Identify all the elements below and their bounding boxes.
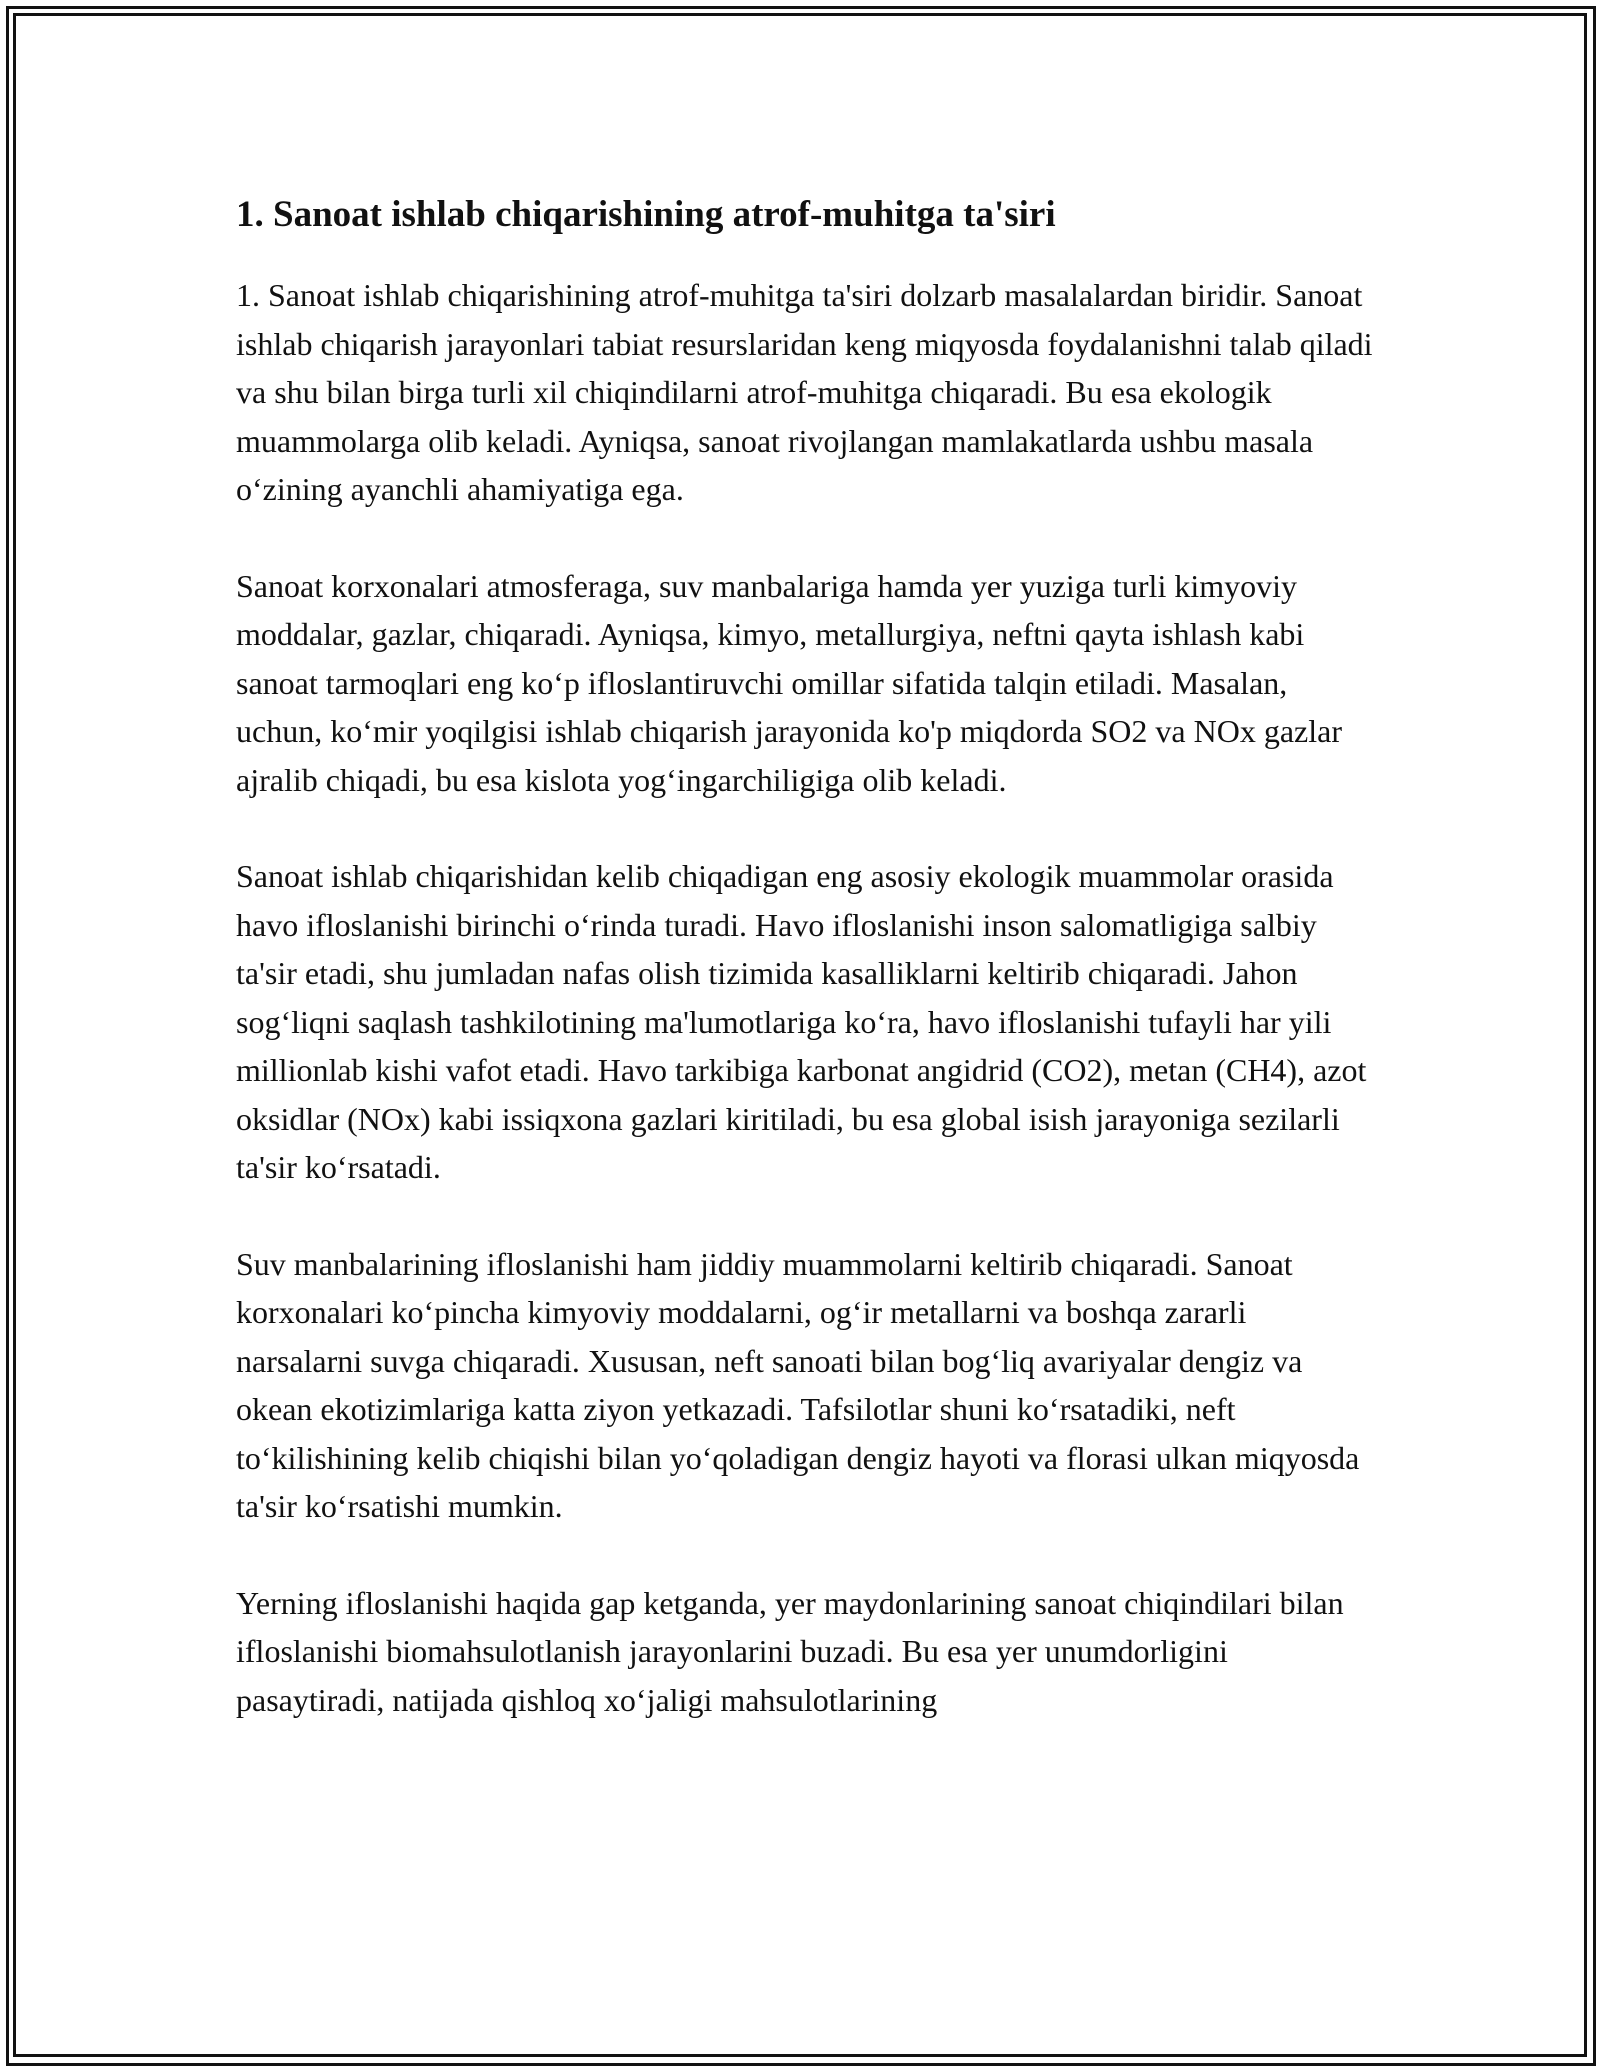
document-body (236, 185, 1376, 1772)
paragraph-3: Sanoat ishlab chiqarishidan kelib chiqadigan eng asosiy ekologik muammolar orasida havo ifloslanishi birinchi o‘rinda turadi. Havo ifloslanishi inson salomatligiga salbiy ta'sir etadi, shu jumladan nafas olish tizimida kasalliklarni keltirib chiqaradi. Jahon sog‘liqni saqlash tashkilotining ma'lumotlariga ko‘ra, havo ifloslanishi tufayli har yili millionlab kishi vafot etadi. Havo tarkibiga karbonat angidrid (CO2), metan (CH4), azot oksidlar (NOx) kabi issiqxona gazlari kiritiladi, bu esa global isish jarayoniga sezilarli ta'sir ko‘rsatadi. (236, 858, 1367, 1185)
paragraph-5: Yerning ifloslanishi haqida gap ketganda, yer maydonlarining sanoat chiqindilari bilan ifloslanishi biomahsulotlanish jarayonlarini buzadi. Bu esa yer unumdorligini pasaytiradi, natijada qishloq xo‘jaligi mahsulotlarining (236, 1584, 1344, 1718)
paragraph-4: Suv manbalarining ifloslanishi ham jiddiy muammolarni keltirib chiqaradi. Sanoat korxonalari ko‘pincha kimyoviy moddalarni, og‘ir metallarni va boshqa zararli narsalarni suvga chiqaradi. Xususan, neft sanoati bilan bog‘liq avariyalar dengiz va okean ekotizimlariga katta ziyon yetkazadi. Tafsilotlar shuni ko‘rsatadiki, neft to‘kilishining kelib chiqishi bilan yo‘qoladigan dengiz hayoti va florasi ulkan miqyosda ta'sir ko‘rsatishi mumkin. (236, 1245, 1360, 1524)
paragraph-1: 1. Sanoat ishlab chiqarishining atrof-muhitga ta'siri dolzarb masalalardan biridir. Sanoat ishlab chiqarish jarayonlari tabiat resurslaridan keng miqyosda foydalanishni talab qiladi va shu bilan birga turli xil chiqindilarni atrof-muhitga chiqaradi. Bu esa ekologik muammolarga olib keladi. Ayniqsa, sanoat rivojlangan mamlakatlarda ushbu masala o‘zining ayanchli ahamiyatiga ega. (236, 277, 1373, 507)
document-heading: 1. Sanoat ishlab chiqarishining atrof-muhitga ta'siri (236, 194, 1056, 235)
paragraph-2: Sanoat korxonalari atmosferaga, suv manbalariga hamda yer yuziga turli kimyoviy moddalar, gazlar, chiqaradi. Ayniqsa, kimyo, metallurgiya, neftni qayta ishlash kabi sanoat tarmoqlari eng ko‘p ifloslantiruvchi omillar sifatida talqin etiladi. Masalan, uchun, ko‘mir yoqilgisi ishlab chiqarish jarayonida ko'p miqdorda SO2 va NOx gazlar ajralib chiqadi, bu esa kislota yog‘ingarchiligiga olib keladi. (236, 567, 1342, 798)
